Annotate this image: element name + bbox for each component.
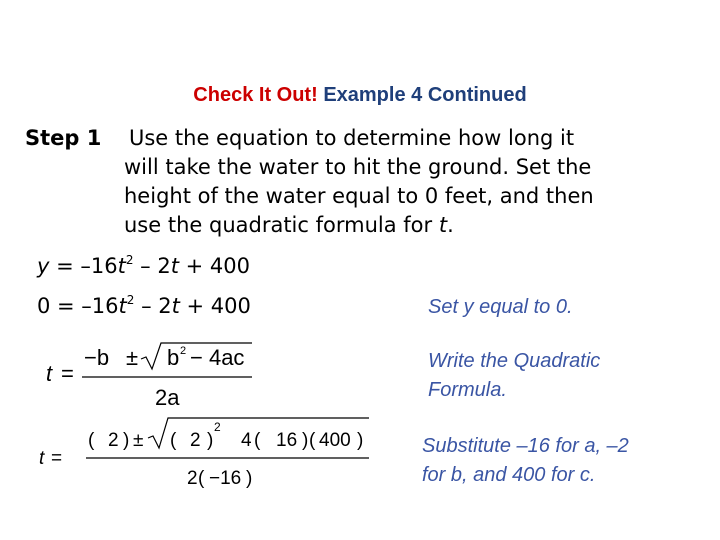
svg-text:±: ±	[126, 345, 139, 370]
equation-original: $y = -16t^2 - 2t + 400$	[37, 253, 250, 278]
note-set-y-zero: Set y equal to 0.	[428, 296, 573, 318]
note-substitute: Substitute –16 for a, –2 for b, and 400 for c.	[422, 435, 629, 486]
svg-text:): )	[357, 430, 364, 451]
svg-text:): )	[123, 430, 130, 451]
step-line-1: Use the equation to determine how long it	[129, 126, 575, 150]
svg-text:(: (	[309, 430, 316, 451]
svg-text:=: =	[61, 361, 74, 386]
svg-text:): )	[246, 468, 253, 489]
title-check-it-out: Check It Out!	[193, 84, 318, 106]
svg-text:(: (	[198, 468, 205, 489]
svg-text:2a: 2a	[155, 385, 180, 410]
svg-text:2: 2	[214, 420, 221, 434]
svg-text:2: 2	[180, 345, 187, 357]
step-line-4: use the quadratic formula for t.	[124, 213, 454, 237]
svg-text:(: (	[254, 430, 261, 451]
step-line-2: will take the water to hit the ground. Set the	[124, 155, 592, 179]
svg-text:(: (	[170, 430, 177, 451]
svg-text:4: 4	[241, 430, 252, 451]
slide-title	[0, 84, 720, 107]
svg-text:(: (	[88, 430, 95, 451]
svg-text:b: b	[167, 345, 180, 370]
svg-text:±: ±	[133, 430, 144, 451]
step-label: Step 1	[25, 126, 102, 150]
svg-text:−b: −b	[84, 345, 110, 370]
svg-text:=: =	[51, 448, 63, 469]
svg-text:2: 2	[190, 430, 201, 451]
title-example: Example 4 Continued	[323, 84, 527, 106]
quadratic-formula	[40, 335, 270, 410]
svg-text:t: t	[46, 361, 53, 386]
step-line-3: height of the water equal to 0 feet, and then	[124, 184, 594, 208]
svg-text:): )	[302, 430, 309, 451]
svg-text:2: 2	[108, 430, 119, 451]
equation-set-zero: $0 = -16t^2 - 2t + 400$	[37, 293, 251, 318]
note-write-formula: Write the Quadratic Formula.	[428, 350, 601, 401]
svg-text:16: 16	[276, 430, 298, 451]
svg-text:−16: −16	[209, 468, 242, 489]
svg-text:− 4ac: − 4ac	[190, 345, 245, 370]
svg-text:t: t	[39, 448, 45, 469]
svg-text:): )	[207, 430, 214, 451]
svg-text:400: 400	[319, 430, 351, 451]
substituted-formula	[36, 414, 376, 494]
svg-text:2: 2	[187, 468, 198, 489]
